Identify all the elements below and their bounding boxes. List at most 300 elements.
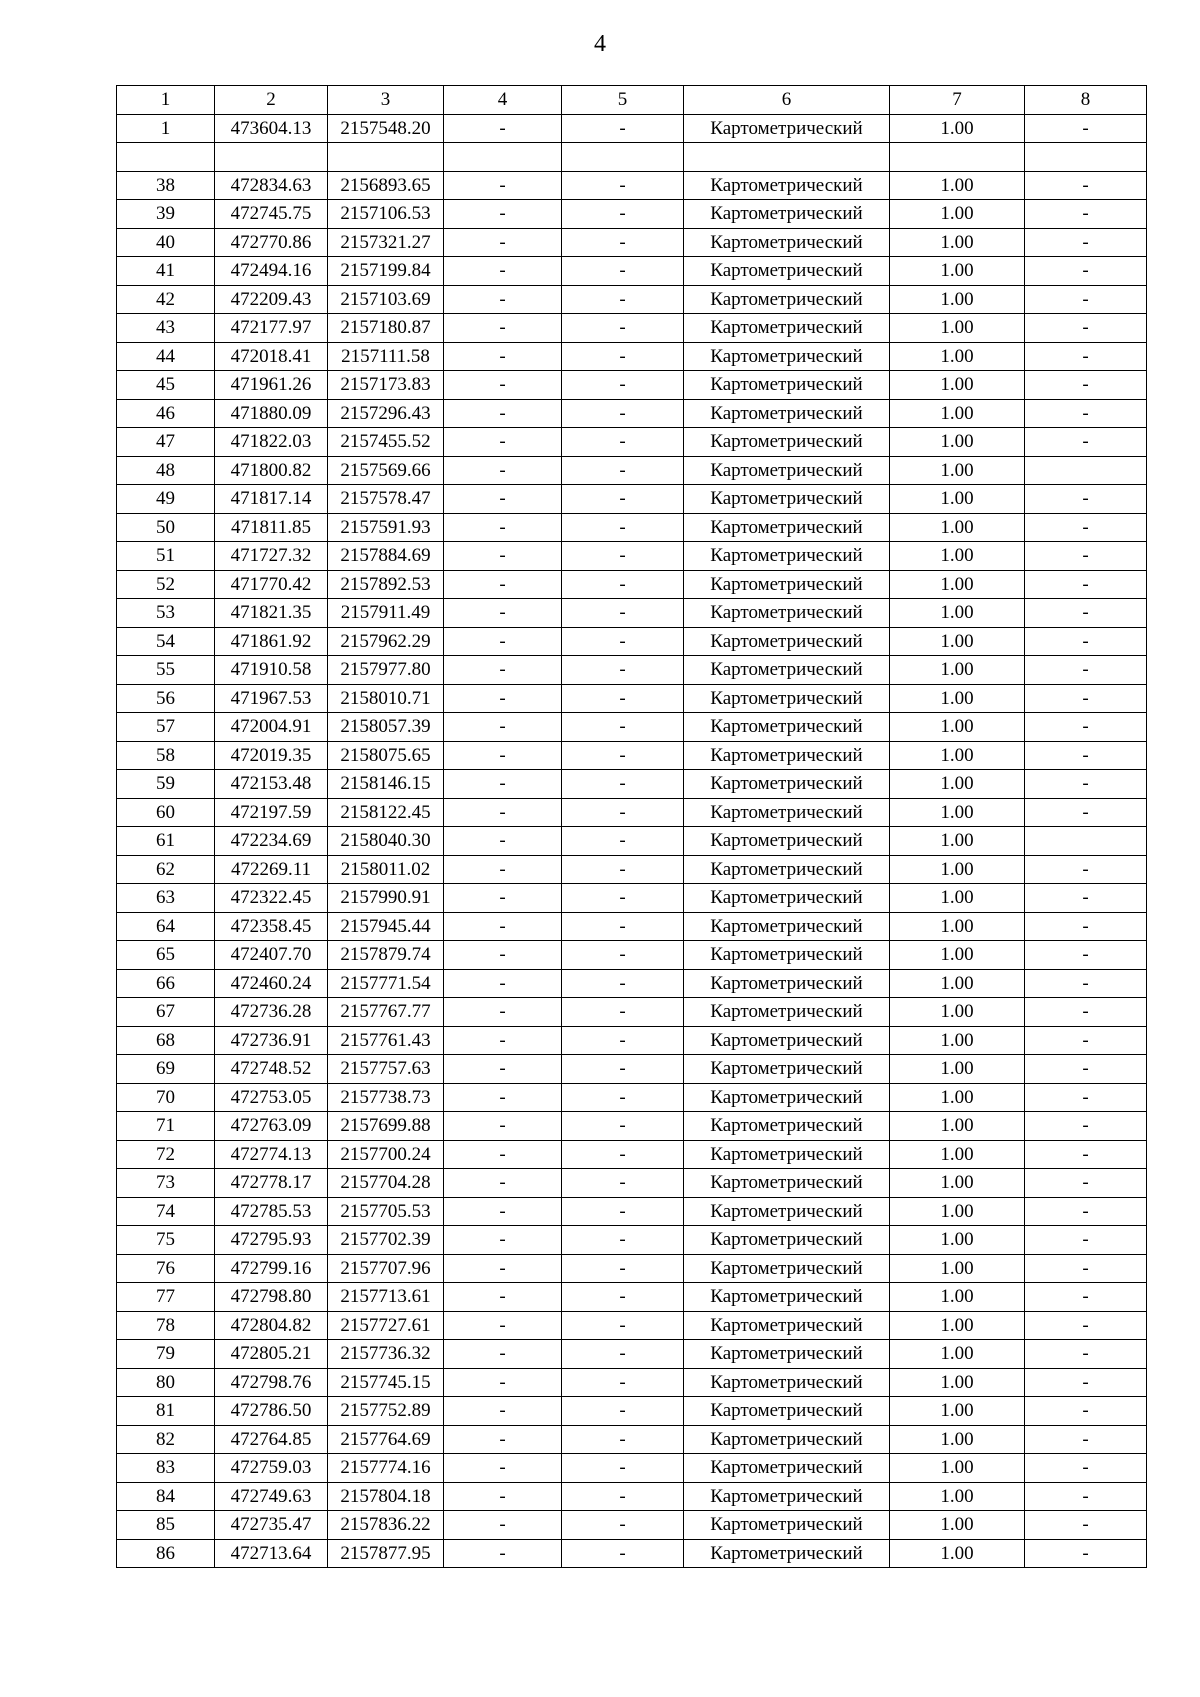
column-8-cell: - — [1025, 1511, 1147, 1540]
x-coordinate-cell: 472004.91 — [215, 713, 328, 742]
method-cell: Картометрический — [684, 285, 890, 314]
column-8-cell: - — [1025, 969, 1147, 998]
table-row — [117, 143, 1147, 172]
column-header: 5 — [562, 86, 684, 115]
column-8-cell: - — [1025, 513, 1147, 542]
point-number-cell: 39 — [117, 200, 215, 229]
point-number-cell: 65 — [117, 941, 215, 970]
y-coordinate-cell: 2157745.15 — [328, 1368, 444, 1397]
accuracy-cell: 1.00 — [890, 314, 1025, 343]
column-4-cell: - — [444, 770, 562, 799]
column-5-cell: - — [562, 1340, 684, 1369]
y-coordinate-cell: 2157877.95 — [328, 1539, 444, 1568]
column-5-cell: - — [562, 1055, 684, 1084]
point-number-cell: 40 — [117, 228, 215, 257]
column-5-cell: - — [562, 171, 684, 200]
method-cell: Картометрический — [684, 1454, 890, 1483]
y-coordinate-cell — [328, 143, 444, 172]
y-coordinate-cell: 2157702.39 — [328, 1226, 444, 1255]
accuracy-cell: 1.00 — [890, 1226, 1025, 1255]
y-coordinate-cell: 2157111.58 — [328, 342, 444, 371]
column-5-cell: - — [562, 371, 684, 400]
column-8-cell: - — [1025, 428, 1147, 457]
table-row — [117, 770, 1147, 799]
column-5-cell: - — [562, 855, 684, 884]
column-4-cell: - — [444, 228, 562, 257]
column-header: 1 — [117, 86, 215, 115]
column-5-cell: - — [562, 1169, 684, 1198]
column-8-cell: - — [1025, 998, 1147, 1027]
column-4-cell: - — [444, 1368, 562, 1397]
point-number-cell: 61 — [117, 827, 215, 856]
method-cell: Картометрический — [684, 1169, 890, 1198]
column-8-cell: - — [1025, 741, 1147, 770]
column-8-cell: - — [1025, 399, 1147, 428]
accuracy-cell: 1.00 — [890, 770, 1025, 799]
column-5-cell: - — [562, 285, 684, 314]
method-cell: Картометрический — [684, 257, 890, 286]
column-8-cell: - — [1025, 1311, 1147, 1340]
table-row — [117, 285, 1147, 314]
column-8-cell — [1025, 143, 1147, 172]
page-number: 4 — [594, 31, 606, 57]
x-coordinate-cell: 472785.53 — [215, 1197, 328, 1226]
table-row — [117, 342, 1147, 371]
column-4-cell: - — [444, 1254, 562, 1283]
point-number-cell: 60 — [117, 798, 215, 827]
column-4-cell: - — [444, 1169, 562, 1198]
column-4-cell: - — [444, 969, 562, 998]
method-cell: Картометрический — [684, 428, 890, 457]
column-5-cell: - — [562, 1140, 684, 1169]
column-5-cell: - — [562, 200, 684, 229]
point-number-cell: 77 — [117, 1283, 215, 1312]
table-header-row — [117, 86, 1147, 115]
column-5-cell: - — [562, 1283, 684, 1312]
column-5-cell: - — [562, 485, 684, 514]
accuracy-cell: 1.00 — [890, 998, 1025, 1027]
point-number-cell: 75 — [117, 1226, 215, 1255]
x-coordinate-cell: 472177.97 — [215, 314, 328, 343]
x-coordinate-cell: 471880.09 — [215, 399, 328, 428]
point-number-cell: 73 — [117, 1169, 215, 1198]
column-4-cell: - — [444, 827, 562, 856]
table-row — [117, 1425, 1147, 1454]
point-number-cell: 52 — [117, 570, 215, 599]
column-4-cell: - — [444, 884, 562, 913]
accuracy-cell: 1.00 — [890, 969, 1025, 998]
column-5-cell: - — [562, 1397, 684, 1426]
x-coordinate-cell: 472786.50 — [215, 1397, 328, 1426]
column-5-cell: - — [562, 1454, 684, 1483]
method-cell: Картометрический — [684, 827, 890, 856]
x-coordinate-cell: 472494.16 — [215, 257, 328, 286]
table-row — [117, 399, 1147, 428]
column-8-cell: - — [1025, 798, 1147, 827]
x-coordinate-cell: 472745.75 — [215, 200, 328, 229]
accuracy-cell: 1.00 — [890, 228, 1025, 257]
table-row — [117, 998, 1147, 1027]
column-8-cell: - — [1025, 257, 1147, 286]
accuracy-cell: 1.00 — [890, 1311, 1025, 1340]
y-coordinate-cell: 2157945.44 — [328, 912, 444, 941]
x-coordinate-cell — [215, 143, 328, 172]
table-row — [117, 114, 1147, 143]
column-5-cell: - — [562, 456, 684, 485]
x-coordinate-cell: 472153.48 — [215, 770, 328, 799]
x-coordinate-cell: 472322.45 — [215, 884, 328, 913]
column-8-cell: - — [1025, 884, 1147, 913]
method-cell: Картометрический — [684, 656, 890, 685]
column-4-cell: - — [444, 713, 562, 742]
point-number-cell: 1 — [117, 114, 215, 143]
table-row — [117, 542, 1147, 571]
column-4-cell: - — [444, 1340, 562, 1369]
method-cell: Картометрический — [684, 798, 890, 827]
method-cell: Картометрический — [684, 684, 890, 713]
column-5-cell: - — [562, 1539, 684, 1568]
x-coordinate-cell: 472736.28 — [215, 998, 328, 1027]
y-coordinate-cell: 2157455.52 — [328, 428, 444, 457]
table-row — [117, 798, 1147, 827]
table-row — [117, 485, 1147, 514]
x-coordinate-cell: 471861.92 — [215, 627, 328, 656]
column-5-cell: - — [562, 428, 684, 457]
point-number-cell: 69 — [117, 1055, 215, 1084]
column-header: 8 — [1025, 86, 1147, 115]
x-coordinate-cell: 472735.47 — [215, 1511, 328, 1540]
table-row — [117, 827, 1147, 856]
column-8-cell: - — [1025, 228, 1147, 257]
column-8-cell: - — [1025, 314, 1147, 343]
column-5-cell: - — [562, 998, 684, 1027]
accuracy-cell: 1.00 — [890, 1368, 1025, 1397]
column-4-cell: - — [444, 1055, 562, 1084]
table-row — [117, 428, 1147, 457]
column-8-cell: - — [1025, 485, 1147, 514]
accuracy-cell: 1.00 — [890, 1197, 1025, 1226]
x-coordinate-cell: 472749.63 — [215, 1482, 328, 1511]
method-cell: Картометрический — [684, 1055, 890, 1084]
table-row — [117, 456, 1147, 485]
accuracy-cell: 1.00 — [890, 599, 1025, 628]
method-cell: Картометрический — [684, 627, 890, 656]
y-coordinate-cell: 2157761.43 — [328, 1026, 444, 1055]
y-coordinate-cell: 2158122.45 — [328, 798, 444, 827]
column-5-cell: - — [562, 1368, 684, 1397]
accuracy-cell: 1.00 — [890, 1112, 1025, 1141]
accuracy-cell: 1.00 — [890, 1254, 1025, 1283]
method-cell: Картометрический — [684, 1083, 890, 1112]
table-row — [117, 884, 1147, 913]
accuracy-cell: 1.00 — [890, 171, 1025, 200]
accuracy-cell: 1.00 — [890, 1169, 1025, 1198]
table-row — [117, 1283, 1147, 1312]
table-row — [117, 713, 1147, 742]
y-coordinate-cell: 2157569.66 — [328, 456, 444, 485]
x-coordinate-cell: 471967.53 — [215, 684, 328, 713]
column-4-cell: - — [444, 342, 562, 371]
y-coordinate-cell: 2158075.65 — [328, 741, 444, 770]
method-cell: Картометрический — [684, 770, 890, 799]
method-cell: Картометрический — [684, 542, 890, 571]
point-number-cell: 78 — [117, 1311, 215, 1340]
column-8-cell: - — [1025, 770, 1147, 799]
table-row — [117, 371, 1147, 400]
column-8-cell: - — [1025, 342, 1147, 371]
column-8-cell: - — [1025, 285, 1147, 314]
x-coordinate-cell: 471811.85 — [215, 513, 328, 542]
x-coordinate-cell: 472778.17 — [215, 1169, 328, 1198]
method-cell: Картометрический — [684, 599, 890, 628]
y-coordinate-cell: 2157767.77 — [328, 998, 444, 1027]
point-number-cell: 67 — [117, 998, 215, 1027]
y-coordinate-cell: 2157977.80 — [328, 656, 444, 685]
column-4-cell: - — [444, 1311, 562, 1340]
column-8-cell: - — [1025, 627, 1147, 656]
method-cell: Картометрический — [684, 912, 890, 941]
column-4-cell: - — [444, 1511, 562, 1540]
accuracy-cell: 1.00 — [890, 399, 1025, 428]
point-number-cell: 82 — [117, 1425, 215, 1454]
accuracy-cell: 1.00 — [890, 371, 1025, 400]
accuracy-cell: 1.00 — [890, 1055, 1025, 1084]
x-coordinate-cell: 471910.58 — [215, 656, 328, 685]
accuracy-cell: 1.00 — [890, 1539, 1025, 1568]
column-4-cell: - — [444, 912, 562, 941]
method-cell: Картометрический — [684, 200, 890, 229]
column-5-cell: - — [562, 114, 684, 143]
x-coordinate-cell: 471822.03 — [215, 428, 328, 457]
x-coordinate-cell: 472019.35 — [215, 741, 328, 770]
method-cell: Картометрический — [684, 114, 890, 143]
method-cell: Картометрический — [684, 1026, 890, 1055]
column-4-cell: - — [444, 257, 562, 286]
x-coordinate-cell: 472759.03 — [215, 1454, 328, 1483]
column-5-cell: - — [562, 912, 684, 941]
column-8-cell: - — [1025, 1169, 1147, 1198]
method-cell: Картометрический — [684, 1254, 890, 1283]
column-4-cell: - — [444, 599, 562, 628]
column-5-cell: - — [562, 513, 684, 542]
y-coordinate-cell: 2157771.54 — [328, 969, 444, 998]
accuracy-cell: 1.00 — [890, 114, 1025, 143]
method-cell: Картометрический — [684, 314, 890, 343]
column-4-cell: - — [444, 1026, 562, 1055]
accuracy-cell: 1.00 — [890, 1083, 1025, 1112]
column-5-cell: - — [562, 1026, 684, 1055]
table-row — [117, 656, 1147, 685]
column-4-cell: - — [444, 1197, 562, 1226]
column-header: 3 — [328, 86, 444, 115]
table-row — [117, 257, 1147, 286]
column-8-cell: - — [1025, 1283, 1147, 1312]
column-5-cell: - — [562, 1083, 684, 1112]
column-4-cell: - — [444, 1112, 562, 1141]
column-8-cell: - — [1025, 855, 1147, 884]
y-coordinate-cell: 2158057.39 — [328, 713, 444, 742]
accuracy-cell: 1.00 — [890, 912, 1025, 941]
column-4-cell: - — [444, 1083, 562, 1112]
accuracy-cell: 1.00 — [890, 1482, 1025, 1511]
column-4-cell: - — [444, 371, 562, 400]
table-row — [117, 684, 1147, 713]
accuracy-cell: 1.00 — [890, 257, 1025, 286]
column-5-cell: - — [562, 228, 684, 257]
column-5-cell: - — [562, 1226, 684, 1255]
y-coordinate-cell: 2158010.71 — [328, 684, 444, 713]
column-8-cell: - — [1025, 1112, 1147, 1141]
column-8-cell: - — [1025, 713, 1147, 742]
column-8-cell: - — [1025, 1226, 1147, 1255]
x-coordinate-cell: 472795.93 — [215, 1226, 328, 1255]
table-row — [117, 1311, 1147, 1340]
accuracy-cell — [890, 143, 1025, 172]
table-row — [117, 1340, 1147, 1369]
y-coordinate-cell: 2157591.93 — [328, 513, 444, 542]
column-8-cell — [1025, 827, 1147, 856]
accuracy-cell: 1.00 — [890, 342, 1025, 371]
point-number-cell: 49 — [117, 485, 215, 514]
point-number-cell: 64 — [117, 912, 215, 941]
point-number-cell: 84 — [117, 1482, 215, 1511]
accuracy-cell: 1.00 — [890, 855, 1025, 884]
accuracy-cell: 1.00 — [890, 485, 1025, 514]
method-cell: Картометрический — [684, 342, 890, 371]
column-5-cell: - — [562, 969, 684, 998]
column-8-cell: - — [1025, 1454, 1147, 1483]
column-5-cell: - — [562, 941, 684, 970]
point-number-cell: 54 — [117, 627, 215, 656]
accuracy-cell: 1.00 — [890, 656, 1025, 685]
accuracy-cell: 1.00 — [890, 200, 1025, 229]
table-row — [117, 1511, 1147, 1540]
table-row — [117, 228, 1147, 257]
point-number-cell — [117, 143, 215, 172]
point-number-cell: 71 — [117, 1112, 215, 1141]
method-cell: Картометрический — [684, 1226, 890, 1255]
table-row — [117, 200, 1147, 229]
method-cell: Картометрический — [684, 1197, 890, 1226]
y-coordinate-cell: 2157180.87 — [328, 314, 444, 343]
column-8-cell: - — [1025, 570, 1147, 599]
column-5-cell: - — [562, 1311, 684, 1340]
column-4-cell: - — [444, 998, 562, 1027]
method-cell: Картометрический — [684, 399, 890, 428]
x-coordinate-cell: 471770.42 — [215, 570, 328, 599]
x-coordinate-cell: 472805.21 — [215, 1340, 328, 1369]
point-number-cell: 85 — [117, 1511, 215, 1540]
column-4-cell: - — [444, 941, 562, 970]
column-4-cell: - — [444, 570, 562, 599]
y-coordinate-cell: 2157990.91 — [328, 884, 444, 913]
y-coordinate-cell: 2157804.18 — [328, 1482, 444, 1511]
column-8-cell: - — [1025, 114, 1147, 143]
point-number-cell: 42 — [117, 285, 215, 314]
point-number-cell: 43 — [117, 314, 215, 343]
x-coordinate-cell: 472358.45 — [215, 912, 328, 941]
y-coordinate-cell: 2157548.20 — [328, 114, 444, 143]
table-row — [117, 855, 1147, 884]
point-number-cell: 70 — [117, 1083, 215, 1112]
column-4-cell — [444, 143, 562, 172]
y-coordinate-cell: 2157713.61 — [328, 1283, 444, 1312]
x-coordinate-cell: 472234.69 — [215, 827, 328, 856]
method-cell: Картометрический — [684, 741, 890, 770]
column-5-cell: - — [562, 1197, 684, 1226]
y-coordinate-cell: 2157752.89 — [328, 1397, 444, 1426]
point-number-cell: 81 — [117, 1397, 215, 1426]
method-cell: Картометрический — [684, 1340, 890, 1369]
point-number-cell: 58 — [117, 741, 215, 770]
accuracy-cell: 1.00 — [890, 1511, 1025, 1540]
x-coordinate-cell: 472774.13 — [215, 1140, 328, 1169]
column-5-cell: - — [562, 570, 684, 599]
x-coordinate-cell: 471817.14 — [215, 485, 328, 514]
y-coordinate-cell: 2157296.43 — [328, 399, 444, 428]
x-coordinate-cell: 472799.16 — [215, 1254, 328, 1283]
method-cell: Картометрический — [684, 171, 890, 200]
column-8-cell: - — [1025, 684, 1147, 713]
y-coordinate-cell: 2157836.22 — [328, 1511, 444, 1540]
column-4-cell: - — [444, 513, 562, 542]
point-number-cell: 79 — [117, 1340, 215, 1369]
accuracy-cell: 1.00 — [890, 627, 1025, 656]
accuracy-cell: 1.00 — [890, 1283, 1025, 1312]
x-coordinate-cell: 472407.70 — [215, 941, 328, 970]
column-4-cell: - — [444, 171, 562, 200]
column-8-cell: - — [1025, 1397, 1147, 1426]
table-row — [117, 599, 1147, 628]
point-number-cell: 44 — [117, 342, 215, 371]
y-coordinate-cell: 2157700.24 — [328, 1140, 444, 1169]
column-4-cell: - — [444, 1425, 562, 1454]
table-row — [117, 1368, 1147, 1397]
point-number-cell: 63 — [117, 884, 215, 913]
column-4-cell: - — [444, 1482, 562, 1511]
y-coordinate-cell: 2158146.15 — [328, 770, 444, 799]
x-coordinate-cell: 472018.41 — [215, 342, 328, 371]
column-5-cell: - — [562, 257, 684, 286]
accuracy-cell: 1.00 — [890, 1454, 1025, 1483]
point-number-cell: 80 — [117, 1368, 215, 1397]
method-cell: Картометрический — [684, 228, 890, 257]
table-row — [117, 627, 1147, 656]
column-5-cell: - — [562, 713, 684, 742]
method-cell: Картометрический — [684, 713, 890, 742]
column-5-cell: - — [562, 798, 684, 827]
column-4-cell: - — [444, 542, 562, 571]
column-header: 7 — [890, 86, 1025, 115]
column-4-cell: - — [444, 114, 562, 143]
x-coordinate-cell: 472753.05 — [215, 1083, 328, 1112]
accuracy-cell: 1.00 — [890, 1340, 1025, 1369]
y-coordinate-cell: 2158040.30 — [328, 827, 444, 856]
accuracy-cell: 1.00 — [890, 684, 1025, 713]
column-4-cell: - — [444, 428, 562, 457]
x-coordinate-cell: 472269.11 — [215, 855, 328, 884]
column-8-cell — [1025, 456, 1147, 485]
column-4-cell: - — [444, 1454, 562, 1483]
x-coordinate-cell: 472770.86 — [215, 228, 328, 257]
column-4-cell: - — [444, 456, 562, 485]
y-coordinate-cell: 2157757.63 — [328, 1055, 444, 1084]
column-5-cell: - — [562, 1425, 684, 1454]
column-8-cell: - — [1025, 542, 1147, 571]
method-cell: Картометрический — [684, 1368, 890, 1397]
table-row — [117, 1482, 1147, 1511]
table-row — [117, 1112, 1147, 1141]
